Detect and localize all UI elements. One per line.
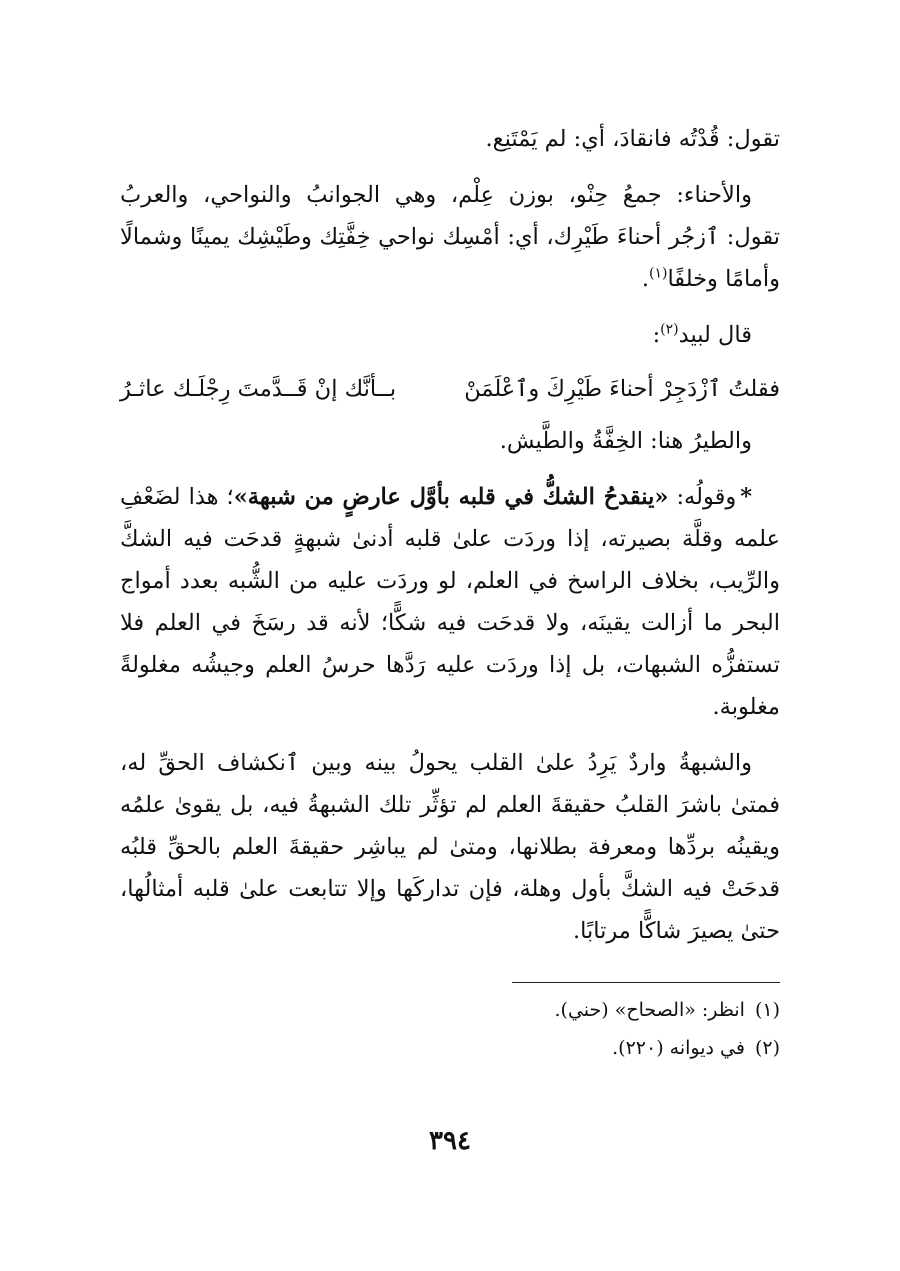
- paragraph-5: [120, 476, 780, 728]
- verse-first-hemistich: فقلتُ ٱزْدَجِرْ أحناءَ طَيْرِكَ وٱعْلَمَنْ: [464, 376, 780, 402]
- footnote-2: [120, 1029, 780, 1067]
- paragraph-2-text: والأحناء: جمعُ حِنْو، بوزن عِلْم، وهي الجوانبُ والنواحي، والعربُ تقول: ٱزجُر أحناءَ طَيْرِك، أي: أمْسِك نواحي خِفَّتِك وطَيْشِك يمينًا وشمالًا وأمامًا وخلفًا: [120, 182, 780, 292]
- footnote-2-number: (٢): [754, 1037, 780, 1059]
- footnotes: [120, 991, 780, 1067]
- footnote-1-text: انظر: «الصحاح» (حني).: [554, 999, 745, 1021]
- paragraph-5-lead: وقولُه:: [676, 484, 737, 510]
- verse-second-hemistich: بــأنَّك إنْ قَــدَّمتَ رِجْلَـك عاثـرُ: [120, 376, 397, 402]
- page-number: ٣٩٤: [429, 1126, 471, 1156]
- star-marker: *: [740, 484, 752, 510]
- paragraph-1: [120, 118, 780, 160]
- footnote-1-number: (١): [754, 999, 780, 1021]
- paragraph-3-text: قال لبيد: [678, 322, 752, 348]
- page-body: [120, 118, 780, 1067]
- paragraph-2-end: .: [641, 266, 649, 292]
- footnote-2-text: في ديوانه (٢٢٠).: [612, 1037, 745, 1059]
- footnote-divider: [512, 982, 780, 983]
- paragraph-4-text: والطيرُ هنا: الخِفَّةُ والطَّيش.: [499, 428, 752, 454]
- paragraph-5-body: ؛ هذا لضَعْفِ علمه وقلَّة بصيرته، إذا وردَت علىٰ قلبه أدنىٰ شبهةٍ قدحَت فيه الشكَّ والرِّيب، بخلاف الراسخ في العلم، لو وردَت عليه من الشُّبه بعدد أمواج البحر ما أزالت يقينَه، ولا قدحَت فيه شكًّا؛ لأنه قد رسَخَ في العلم فلا تستفزُّه الشبهات، بل إذا وردَت عليه رَدَّها حرسُ العلم وجيشُه مغلولةً مغلوبة.: [120, 484, 780, 720]
- footnote-ref-1: (١): [648, 265, 668, 282]
- footnote-ref-2: (٢): [660, 321, 679, 338]
- paragraph-5-quote: «ينقدحُ الشكُّ في قلبه بأوَّل عارضٍ من شبهة»: [233, 484, 669, 510]
- paragraph-1-text: تقول: قُدْتُه فانقادَ، أي: لم يَمْتَنِع.: [485, 126, 780, 152]
- poem-verse: [120, 368, 780, 410]
- paragraph-6-text: والشبهةُ واردٌ يَرِدُ علىٰ القلب يحولُ بينه وبين ٱنكشاف الحقِّ له، فمتىٰ باشرَ القلبُ حقيقةَ العلم لم تؤثِّر تلك الشبهةُ فيه، بل يقوىٰ علمُه ويقينُه بردِّها ومعرفة بطلانها، ومتىٰ لم يباشِر حقيقةَ العلم بالحقِّ قلبُه قدحَتْ فيه الشكَّ بأول وهلة، فإن تداركَها وإلا تتابعت علىٰ قلبه أمثالُها، حتىٰ يصيرَ شاكًّا مرتابًا.: [120, 750, 780, 944]
- paragraph-3-end: :: [652, 322, 661, 348]
- paragraph-2: [120, 174, 780, 300]
- footnote-1: [120, 991, 780, 1029]
- paragraph-3: [120, 314, 780, 356]
- paragraph-6: [120, 742, 780, 952]
- paragraph-4: [120, 420, 780, 462]
